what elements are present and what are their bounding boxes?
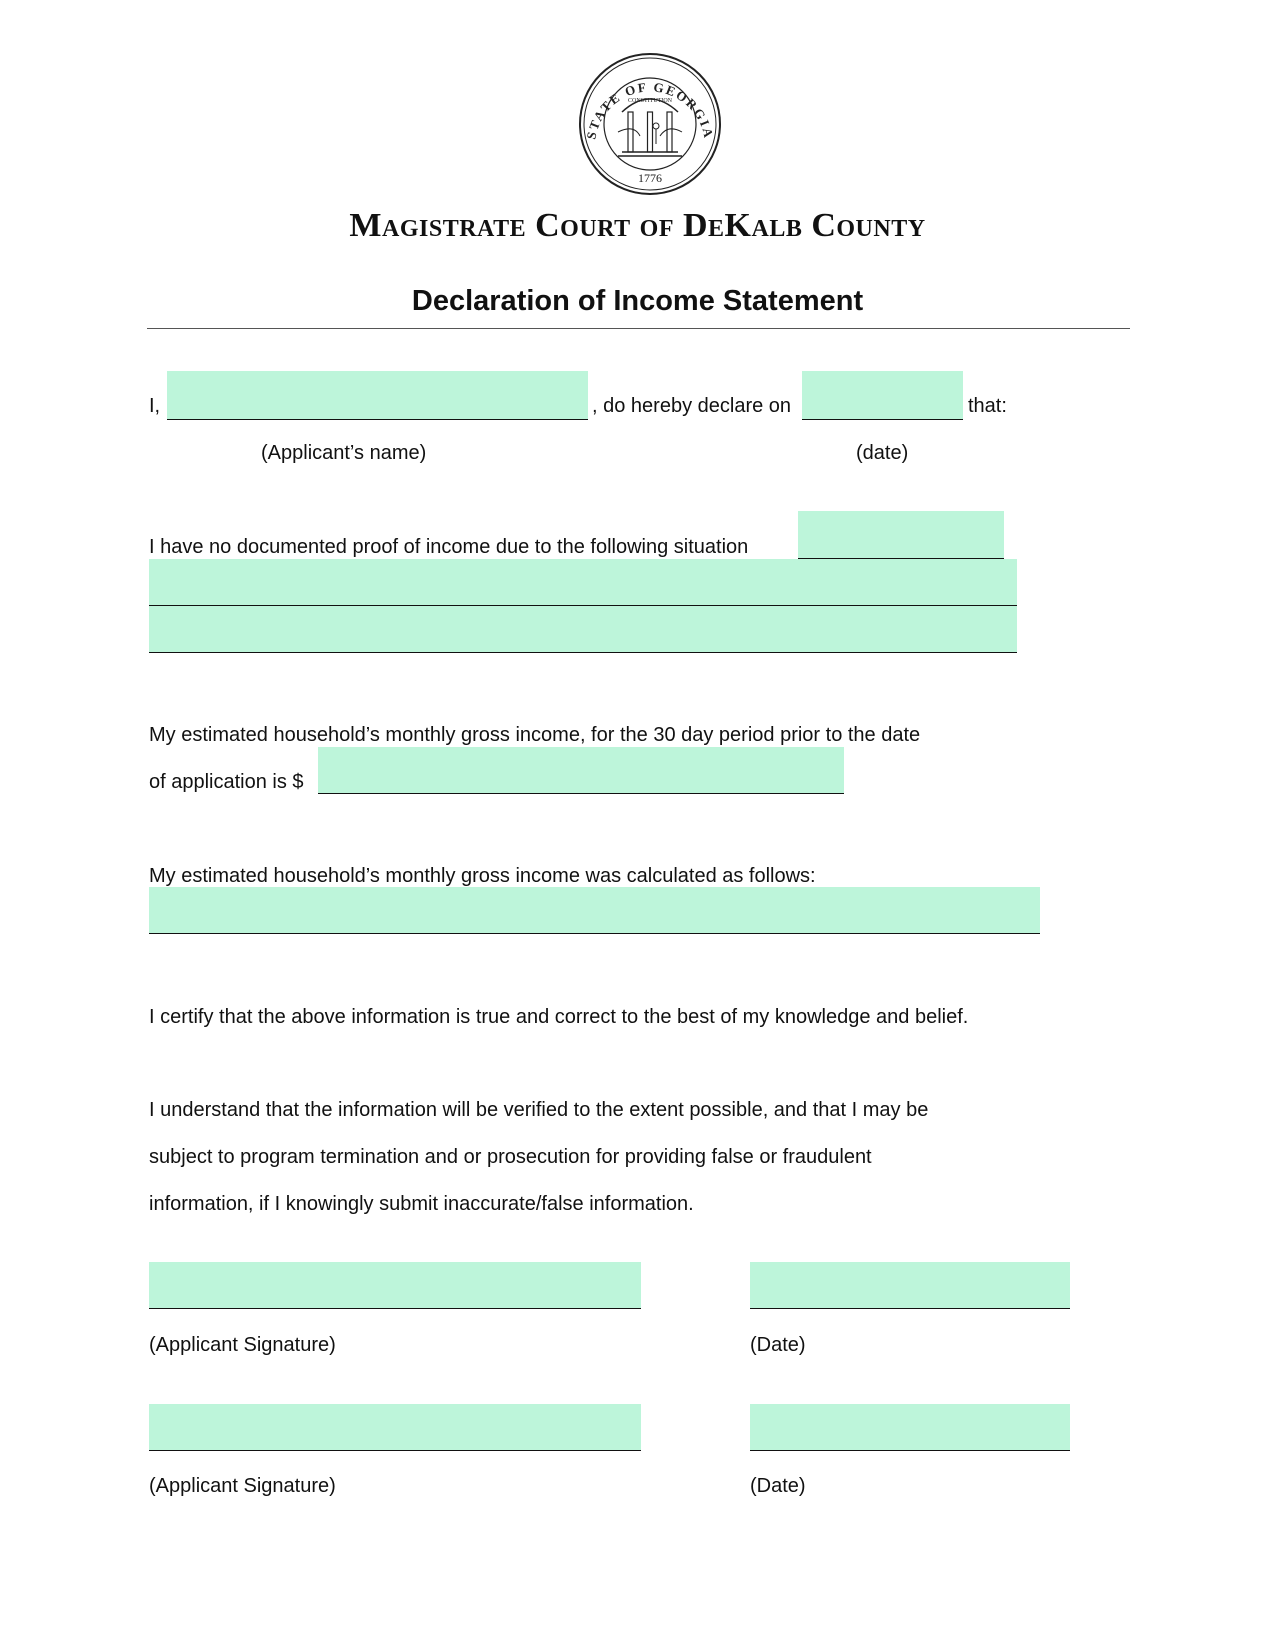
signature-date-caption-1: (Date) [750, 1334, 806, 1356]
applicant-signature-caption-1: (Applicant Signature) [149, 1334, 336, 1356]
georgia-state-seal [578, 52, 722, 196]
title-divider [147, 328, 1130, 329]
calculation-text: My estimated household’s monthly gross income was calculated as follows: [149, 865, 816, 887]
calculation-field[interactable] [149, 887, 1040, 934]
monthly-income-line1: My estimated household’s monthly gross income, for the 30 day period prior to the date [149, 724, 921, 746]
signature-date-field-1[interactable] [750, 1262, 1070, 1309]
declaration-suffix: that: [968, 395, 1007, 417]
monthly-income-line2: of application is $ [149, 771, 304, 793]
certify-text: I certify that the above information is true and correct to the best of my knowledge and belief. [149, 1006, 969, 1028]
applicant-signature-field-2[interactable] [149, 1404, 641, 1451]
monthly-income-amount-field[interactable] [318, 747, 844, 794]
signature-date-field-2[interactable] [750, 1404, 1070, 1451]
situation-field-line1[interactable] [798, 511, 1004, 559]
form-title: Declaration of Income Statement [411, 285, 864, 317]
no-proof-text: I have no documented proof of income due to the following situation [149, 536, 749, 558]
understand-line3: information, if I knowingly submit inaccurate/false information. [149, 1193, 694, 1215]
understand-line1: I understand that the information will be verified to the extent possible, and that I may be [149, 1099, 929, 1121]
svg-text:STATE OF GEORGIA [583, 79, 716, 140]
declaration-date-caption: (date) [856, 442, 909, 464]
situation-field-line2[interactable] [149, 559, 1017, 606]
seal-ring-text: STATE OF GEORGIA [583, 79, 717, 141]
understand-line2: subject to program termination and or prosecution for providing false or fraudulent [149, 1146, 872, 1168]
seal-banner: CONSTITUTION [628, 98, 672, 104]
signature-date-caption-2: (Date) [750, 1475, 806, 1497]
applicant-name-caption: (Applicant’s name) [261, 442, 427, 464]
seal-year: 1776 [638, 171, 662, 185]
declaration-date-field[interactable] [802, 371, 963, 420]
declaration-middle: , do hereby declare on [592, 395, 792, 417]
applicant-signature-field-1[interactable] [149, 1262, 641, 1309]
declaration-prefix: I, [149, 395, 161, 417]
applicant-name-field[interactable] [167, 371, 588, 420]
situation-field-line3[interactable] [149, 606, 1017, 653]
applicant-signature-caption-2: (Applicant Signature) [149, 1475, 336, 1497]
court-name: Magistrate Court of DeKalb County [349, 207, 926, 244]
